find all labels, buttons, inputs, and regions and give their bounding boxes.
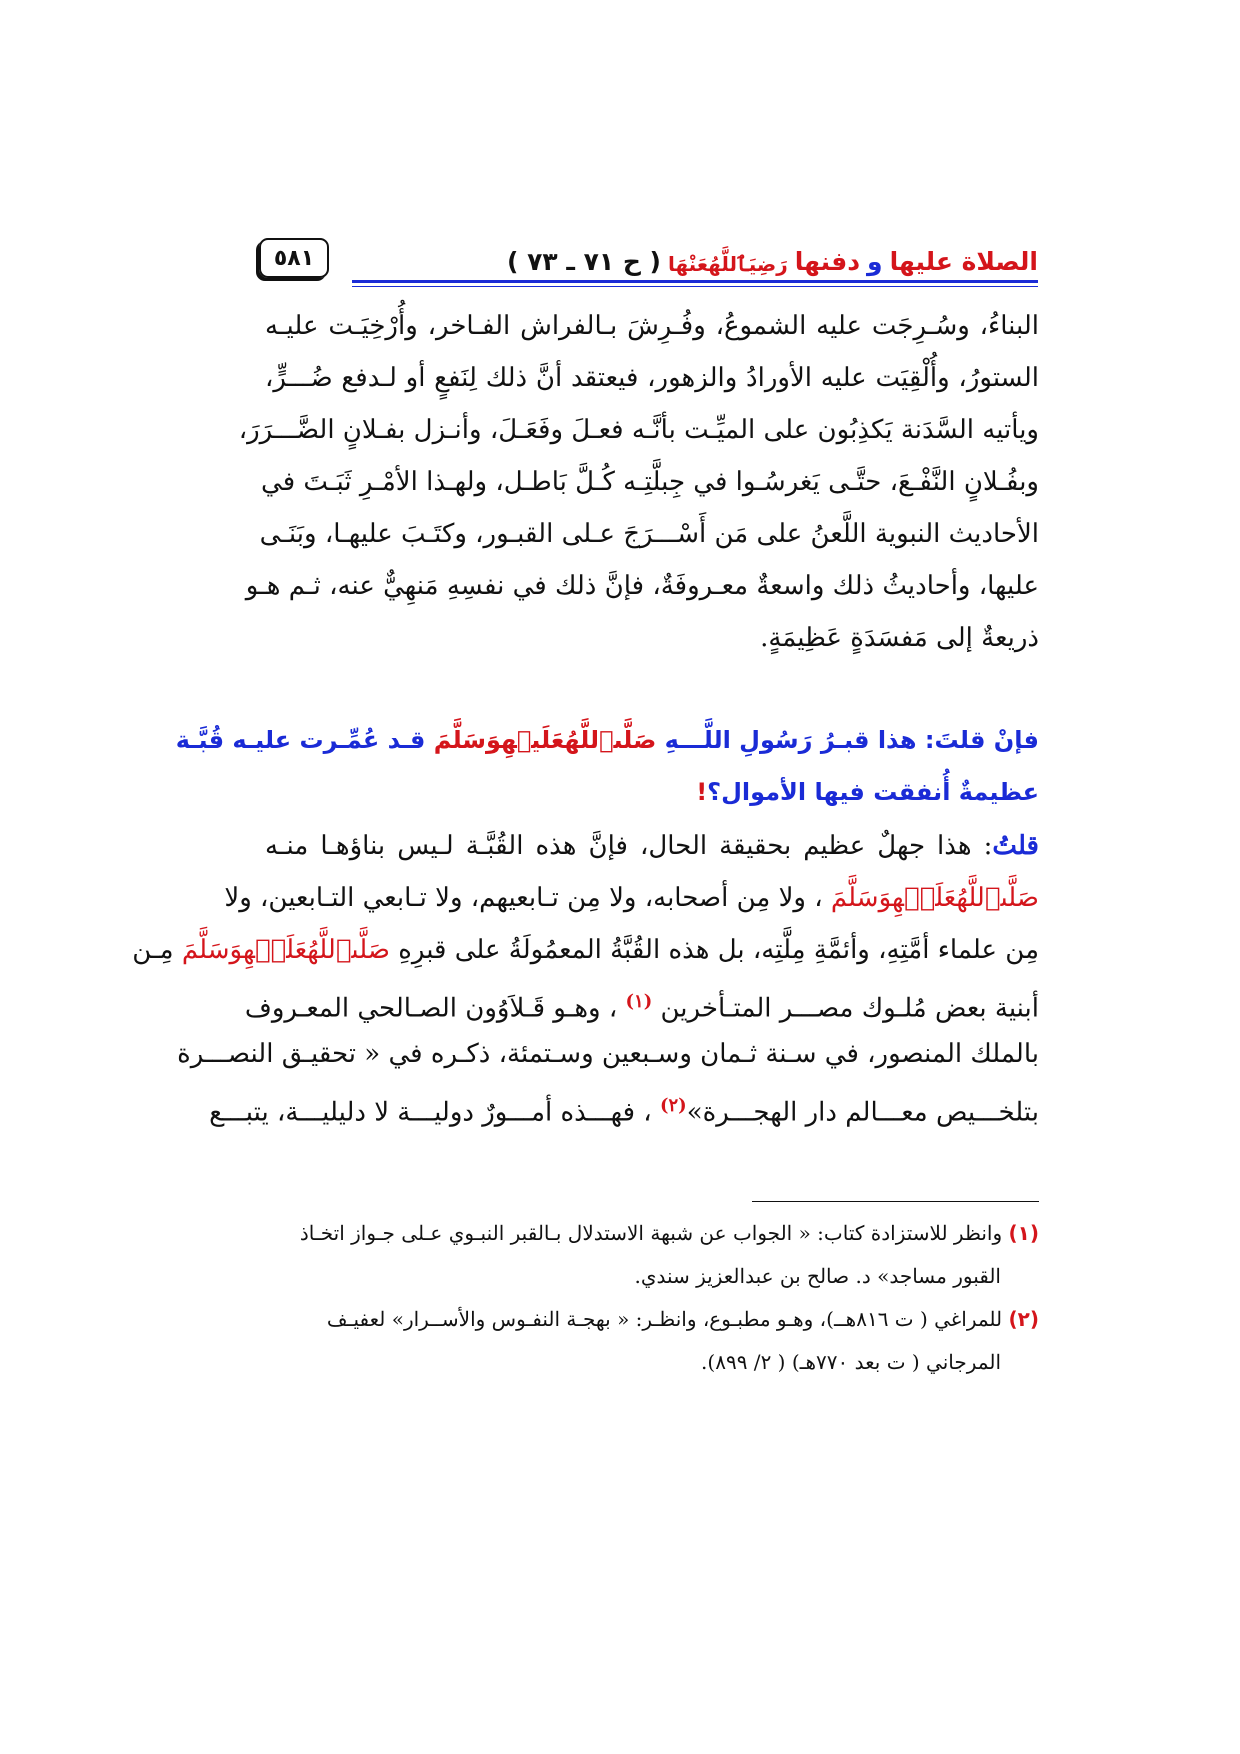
footnote-line (265, 1212, 1039, 1255)
text-span: ، فهـــذه أمـــورٌ دوليـــة لا دليليـــة، يتبـــع (209, 1097, 652, 1128)
header-title-part: الصلاة عليها (889, 247, 1038, 276)
footnote-line: القبور مساجد» د. صالح بن عبدالعزيز سندي. (634, 1264, 1001, 1288)
footnote-number: (١) (1008, 1221, 1039, 1245)
text-line (224, 872, 1039, 924)
text-line: عليها، وأحاديثُ ذلك واسعةٌ معـروفَةٌ، فإنَّ ذلك في نفسِهِ مَنهِيٌّ عنه، ثـم هـو (245, 571, 1039, 601)
honorific-text: صَلَّىٱللَّهُعَلَيۡهِوَسَلَّمَ (433, 726, 657, 754)
text-span: : هذا جهلٌ عظيم بحقيقة الحال، فإنَّ هذه القُبَّـة لـيس بناؤهـا منـه (265, 831, 993, 861)
text-line: بالملك المنصور، في سـنة ثـمان وسـبعين وسـتمئة، ذكـره في « تحقيـق النصـــرة (177, 1039, 1039, 1069)
text-line (132, 924, 1039, 976)
text-line: البناءُ، وسُـرِجَت عليه الشموعُ، وفُـرِشَ بـالفراش الفـاخر، وأُرْخِيَـت عليـه (265, 311, 1039, 341)
question-block (175, 714, 1039, 818)
text-line (244, 976, 1039, 1028)
question-text: فإنْ قلتَ: هذا قبـرُ رَسُولِ اللَّـــهِ (664, 726, 1039, 754)
answer-label: قلتُ (992, 831, 1039, 861)
exclamation: ! (696, 778, 708, 806)
paragraph-1 (238, 300, 1039, 664)
header-honorific: رَضِيَٱللَّهُعَنْهَا (667, 252, 788, 276)
text-line: ويأتيه السَّدَنة يَكذِبُون على الميِّـت بأنَّـه فعـلَ وفَعَـلَ، وأنـزل بفـلانٍ الضَّـــرَرَ، (238, 415, 1039, 445)
text-line: الستورُ، وأُلْقِيَت عليه الأورادُ والزهور، فيعتقد أنَّ ذلك لِنَفعٍ أو لـدفع ضُـــرٍّ، (265, 363, 1039, 393)
header-rule (352, 280, 1038, 283)
text-line (209, 1080, 1039, 1132)
text-line (265, 820, 1039, 872)
footnote-line (265, 1298, 1039, 1341)
paragraph-2 (132, 820, 1039, 1132)
header-hadith-range: ( ح ٧١ ـ ٧٣ ) (506, 247, 661, 276)
page-number: ٥٨١ (259, 238, 329, 278)
header-title-part: دفنها (794, 247, 861, 276)
text-line: الأحاديث النبوية اللَّعنُ على مَن أَسْـــرَجَ عـلى القبـور، وكتَـبَ عليهـا، وبَنَـى (259, 519, 1039, 549)
text-span: بتلخـــيص معـــالم دار الهجـــرة» (686, 1097, 1039, 1128)
text-line: ذريعةٌ إلى مَفسَدَةٍ عَظِيمَةٍ. (760, 623, 1039, 653)
text-line: وبفُـلانٍ النَّفْـعَ، حتَّـى يَغرسُـوا في جِبلَّتِـه كُـلَّ بَاطـل، ولهـذا الأمْـرِ ثَبَـتَ في (261, 467, 1039, 497)
question-line (175, 714, 1039, 766)
question-text: عظيمةٌ أُنفقت فيها الأموال؟ (707, 778, 1039, 806)
header-rule-thin (352, 286, 1038, 287)
footnote-separator (752, 1201, 1039, 1202)
footnote-1 (265, 1212, 1039, 1298)
running-header (268, 236, 1038, 276)
text-span: ، وهـو قَـلاَوُون الصـالحي المعـروف (244, 993, 618, 1024)
honorific-text: صَلَّىٱللَّهُعَلَيۡهِوَسَلَّمَ (181, 935, 390, 965)
question-line (265, 766, 1039, 818)
footnote-ref[interactable]: (٢) (659, 1095, 687, 1116)
header-conjunction: و (867, 247, 883, 276)
text-span: مِـن (132, 935, 174, 965)
footnote-text: وانظر للاستزادة كتاب: « الجواب عن شبهة الاستدلال بـالقبر النبـوي عـلى جـواز اتخـاذ (299, 1221, 1003, 1245)
text-span: أبنية بعض مُلـوك مصـــر المتـأخرين (660, 993, 1039, 1024)
text-span: مِن علماء أمَّتِهِ، وأئمَّةِ مِلَّتِه، بل هذه القُبَّةُ المعمُولَةُ على قبرِهِ (398, 935, 1039, 965)
honorific-text: صَلَّىٱللَّهُعَلَيۡهِوَسَلَّمَ (830, 883, 1039, 913)
footnote-text: للمراغي ( ت ٨١٦هــ)، وهـو مطبـوع، وانظـر: « بهجـة النفـوس والأســرار» لعفيـف (326, 1307, 1003, 1331)
footnote-ref[interactable]: (١) (625, 991, 653, 1012)
footnote-number: (٢) (1008, 1307, 1039, 1331)
footnote-2 (265, 1298, 1039, 1384)
footnotes (265, 1212, 1039, 1384)
question-text: قـد عُمِّـرت عليـه قُبَّـة (175, 726, 426, 754)
footnote-line: المرجاني ( ت بعد ٧٧٠هـ) ( ٢/ ٨٩٩). (701, 1350, 1001, 1374)
text-span: ، ولا مِن أصحابه، ولا مِن تـابعيهم، ولا تـابعي التـابعين، ولا (224, 883, 823, 913)
